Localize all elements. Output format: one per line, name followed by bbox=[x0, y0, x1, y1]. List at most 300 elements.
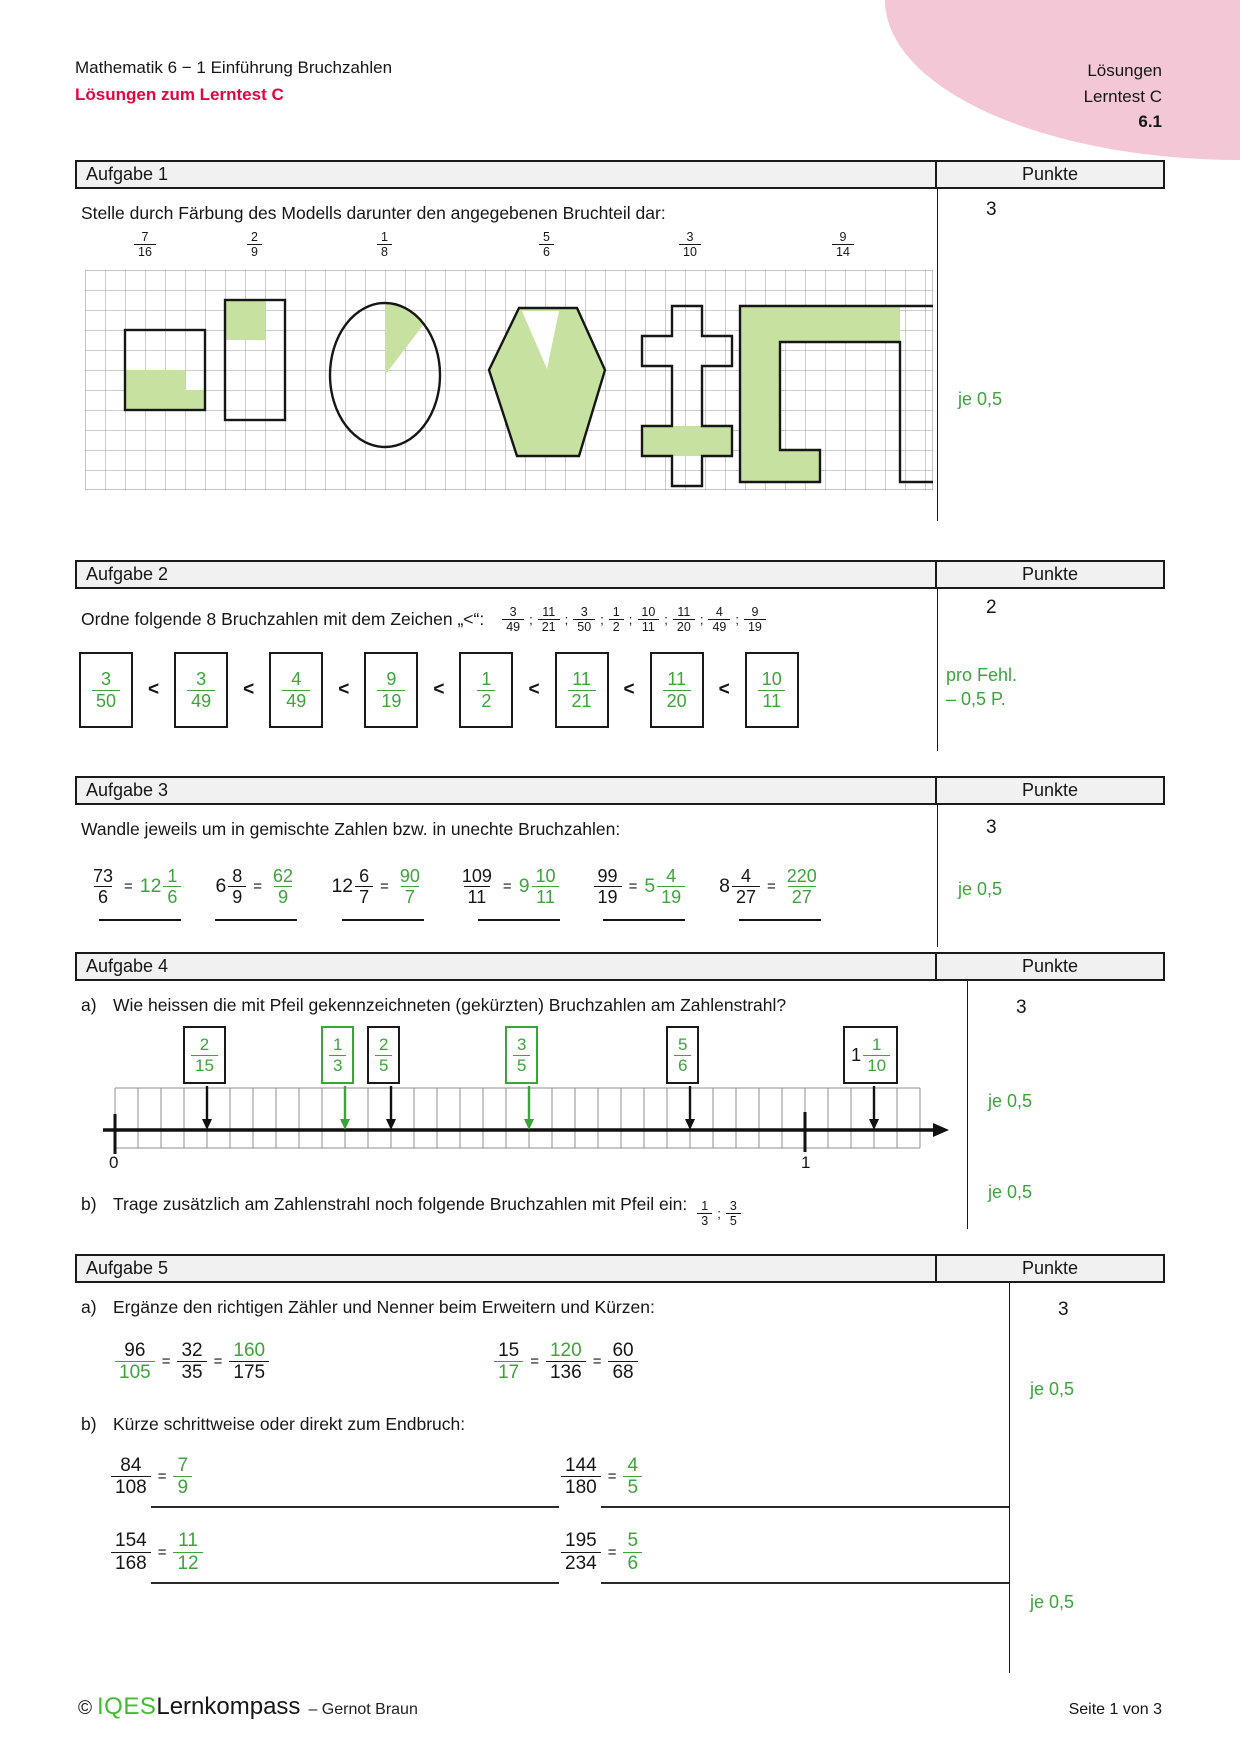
fraction-numerator: 11 bbox=[178, 1530, 198, 1552]
fraction-numerator: 10 bbox=[641, 605, 656, 619]
fraction-numerator: 1 bbox=[871, 1035, 882, 1055]
worksheet-title: Lösungen zum Lerntest C bbox=[75, 85, 284, 104]
answer-underline bbox=[601, 1506, 1009, 1508]
fraction bbox=[173, 1455, 192, 1499]
fraction-denominator: 49 bbox=[282, 690, 310, 711]
fraction-stack bbox=[396, 866, 424, 907]
page-footer bbox=[78, 1693, 1162, 1721]
fraction bbox=[637, 605, 659, 634]
course-title: Mathematik 6 − 1 Einführung Bruchzahlen bbox=[75, 58, 393, 77]
fraction-denominator: 19 bbox=[377, 690, 405, 711]
task-4b-fractions bbox=[697, 1199, 741, 1228]
numberline-figure bbox=[87, 1026, 967, 1186]
fraction-denominator: 8 bbox=[377, 244, 392, 259]
fraction bbox=[568, 669, 596, 710]
header-right-line1: Lösungen bbox=[1087, 61, 1162, 80]
fraction bbox=[608, 1340, 637, 1384]
fraction-denominator: 11 bbox=[464, 886, 491, 907]
fraction-numerator: 1 bbox=[167, 866, 178, 886]
fraction-stack bbox=[247, 230, 262, 259]
fraction-numerator: 2 bbox=[379, 1035, 389, 1055]
conversion-equation bbox=[458, 866, 560, 907]
fraction-stack bbox=[538, 605, 560, 634]
fraction bbox=[758, 669, 786, 710]
fraction-denominator: 20 bbox=[663, 690, 691, 711]
fraction-stack bbox=[673, 605, 695, 634]
expand-reduce-chain bbox=[494, 1340, 638, 1384]
task-3-points-column bbox=[937, 805, 1165, 947]
fraction-stack bbox=[546, 1340, 586, 1384]
answer-fraction-box bbox=[174, 652, 228, 728]
fraction-denominator: 49 bbox=[502, 619, 524, 634]
fraction-denominator: 27 bbox=[732, 886, 760, 907]
fraction-stack bbox=[561, 1455, 601, 1499]
fraction-whole: 5 bbox=[644, 875, 656, 898]
fraction-numerator: 62 bbox=[273, 866, 294, 886]
conversion-equation bbox=[719, 866, 821, 907]
fraction-stack bbox=[697, 1199, 712, 1228]
task-5b-per-item-points: je 0,5 bbox=[1030, 1592, 1075, 1612]
answer-fraction-box bbox=[650, 652, 704, 728]
task-4-header bbox=[75, 952, 1165, 981]
fraction-stack bbox=[539, 230, 554, 259]
fraction-denominator: 12 bbox=[173, 1552, 202, 1574]
fraction-stack bbox=[377, 230, 392, 259]
fraction-whole: 12 bbox=[331, 875, 354, 898]
equals-sign: = bbox=[124, 878, 133, 896]
reduce-item bbox=[111, 1530, 561, 1584]
reduce-item bbox=[561, 1455, 1009, 1509]
fraction-stack bbox=[134, 230, 156, 259]
fraction bbox=[538, 605, 560, 634]
fraction-numerator: 5 bbox=[543, 230, 550, 244]
fraction bbox=[594, 866, 622, 907]
fraction bbox=[375, 1035, 392, 1074]
task-2-penalty-note bbox=[946, 663, 1165, 712]
fraction-denominator: 9 bbox=[173, 1476, 192, 1498]
fraction-numerator: 6 bbox=[359, 866, 370, 886]
fraction-denominator: 6 bbox=[94, 886, 112, 907]
fraction-stack bbox=[173, 1455, 192, 1499]
fraction-stack bbox=[513, 1035, 530, 1074]
fraction-denominator: 15 bbox=[191, 1055, 218, 1075]
fraction-denominator: 108 bbox=[111, 1476, 151, 1498]
answer-fraction-box bbox=[745, 652, 799, 728]
fraction bbox=[229, 1340, 269, 1384]
answer-underline bbox=[99, 919, 181, 921]
punkte-column-header: Punkte bbox=[935, 954, 1163, 979]
punkte-column-header: Punkte bbox=[935, 562, 1163, 587]
task-5b-items bbox=[111, 1455, 1009, 1585]
numberline-fraction-box bbox=[183, 1026, 226, 1084]
fraction-numerator: 7 bbox=[141, 230, 149, 244]
fraction-denominator: 6 bbox=[539, 244, 554, 259]
fraction-stack bbox=[329, 1035, 346, 1074]
fraction-denominator: 49 bbox=[187, 690, 215, 711]
fraction-denominator: 7 bbox=[355, 886, 373, 907]
semicolon-separator: ; bbox=[564, 612, 569, 627]
fraction bbox=[851, 1035, 890, 1074]
fraction-denominator: 11 bbox=[532, 886, 559, 907]
fraction-numerator: 11 bbox=[542, 605, 556, 619]
fraction-models-figure bbox=[85, 230, 933, 490]
task-3-per-item-points: je 0,5 bbox=[958, 879, 1003, 899]
task-3-instruction: Wandle jeweils um in gemischte Zahlen bzw. in unechte Bruchzahlen: bbox=[81, 819, 621, 839]
logo-iqes: IQES bbox=[97, 1693, 157, 1720]
fraction-stack bbox=[92, 669, 120, 710]
task-4b-label: b) bbox=[81, 1194, 97, 1214]
fraction-denominator: 2 bbox=[609, 619, 624, 634]
fraction-numerator: 7 bbox=[177, 1454, 189, 1476]
answer-fraction-box bbox=[555, 652, 609, 728]
fraction-denominator: 35 bbox=[177, 1361, 206, 1383]
task-4a-text: Wie heissen die mit Pfeil gekennzeichneten (gekürzten) Bruchzahlen am Zahlenstrahl? bbox=[113, 995, 787, 1015]
fraction-stack bbox=[191, 1035, 218, 1074]
task-5b-text: Kürze schrittweise oder direkt zum Endbruch: bbox=[113, 1413, 466, 1434]
task-2-header bbox=[75, 560, 1165, 589]
fraction-numerator: 9 bbox=[751, 605, 759, 619]
fraction-stack bbox=[744, 605, 766, 634]
fraction-numerator: 15 bbox=[498, 1340, 520, 1361]
fraction-stack bbox=[561, 1530, 601, 1574]
fraction-numerator: 1 bbox=[381, 230, 388, 244]
task-5 bbox=[75, 1254, 1165, 1673]
answer-underline bbox=[151, 1582, 559, 1584]
conversion-equation bbox=[215, 866, 297, 907]
task-1-points-value: 3 bbox=[986, 199, 997, 220]
fraction bbox=[177, 1340, 206, 1384]
fraction bbox=[331, 866, 373, 907]
fraction-numerator: 3 bbox=[686, 230, 694, 244]
semicolon-separator: ; bbox=[664, 612, 668, 627]
task-2-title: Aufgabe 2 bbox=[86, 564, 169, 584]
publisher-logo bbox=[78, 1693, 418, 1721]
fraction-denominator: 11 bbox=[638, 619, 659, 634]
semicolon-separator: ; bbox=[600, 612, 604, 627]
fraction-stack bbox=[663, 669, 691, 710]
model-fraction-label bbox=[247, 230, 262, 259]
fraction-stack bbox=[623, 1455, 642, 1499]
equals-sign: = bbox=[161, 1353, 171, 1371]
fraction-stack bbox=[609, 605, 624, 634]
task-3 bbox=[75, 776, 1165, 947]
fraction-denominator: 175 bbox=[229, 1361, 269, 1383]
fraction-stack bbox=[494, 1340, 523, 1384]
fraction-stack bbox=[532, 866, 560, 907]
model-fraction-label bbox=[679, 230, 701, 259]
punkte-column-header: Punkte bbox=[935, 778, 1163, 803]
fraction-whole: 8 bbox=[719, 875, 730, 898]
reduce-item bbox=[111, 1455, 561, 1509]
fraction-numerator: 2 bbox=[199, 1035, 210, 1055]
fraction-numerator: 90 bbox=[399, 866, 420, 886]
fraction bbox=[396, 866, 424, 907]
fraction-numerator: 144 bbox=[565, 1454, 597, 1476]
task-5-content bbox=[75, 1283, 1009, 1673]
fraction-whole: 6 bbox=[215, 875, 227, 898]
fraction-stack bbox=[173, 1530, 202, 1574]
fraction-stack bbox=[708, 605, 730, 634]
task-2-instruction: Ordne folgende 8 Bruchzahlen mit dem Zeichen „<“: bbox=[81, 609, 485, 629]
fraction-labels-row bbox=[85, 230, 933, 270]
fraction bbox=[673, 605, 695, 634]
conversion-item bbox=[215, 866, 297, 921]
fraction-denominator: 68 bbox=[608, 1361, 637, 1383]
task-5a-text: Ergänze den richtigen Zähler und Nenner beim Erweitern und Kürzen: bbox=[113, 1297, 655, 1317]
task-3-title: Aufgabe 3 bbox=[86, 780, 169, 800]
fraction-denominator: 3 bbox=[697, 1213, 712, 1228]
fraction bbox=[115, 1340, 155, 1384]
fraction-stack bbox=[594, 866, 622, 907]
less-than-sign: < bbox=[528, 679, 540, 700]
equals-sign: = bbox=[253, 878, 263, 896]
fraction-denominator: 6 bbox=[674, 1055, 691, 1075]
equals-sign: = bbox=[157, 1467, 167, 1485]
task-4-points-column bbox=[967, 981, 1165, 1229]
task-1-content bbox=[75, 189, 937, 521]
numberline-fraction-box bbox=[321, 1026, 354, 1084]
less-than-sign: < bbox=[148, 679, 160, 700]
fraction-numerator: 3 bbox=[100, 669, 111, 690]
fraction-denominator: 10 bbox=[679, 244, 701, 259]
fraction-stack bbox=[832, 230, 854, 259]
fraction-numerator: 9 bbox=[839, 230, 847, 244]
fraction-numerator: 9 bbox=[386, 669, 397, 690]
fraction-denominator: 5 bbox=[623, 1476, 642, 1498]
fraction-denominator: 136 bbox=[546, 1361, 586, 1383]
fraction-denominator: 6 bbox=[623, 1552, 642, 1574]
semicolon-separator: ; bbox=[529, 612, 533, 627]
fraction-denominator: 9 bbox=[228, 886, 246, 907]
fraction-numerator: 1 bbox=[333, 1035, 343, 1055]
fraction-denominator: 180 bbox=[561, 1476, 601, 1498]
task-4-content bbox=[75, 981, 967, 1229]
fraction bbox=[783, 866, 821, 907]
page-number: Seite 1 von 3 bbox=[1068, 1701, 1162, 1718]
fraction-stack bbox=[111, 1455, 151, 1499]
fraction-stack bbox=[674, 1035, 691, 1074]
equals-sign: = bbox=[628, 878, 638, 896]
task-3-conversion-items bbox=[89, 866, 937, 921]
model-fraction-label bbox=[377, 230, 392, 259]
task-3-content bbox=[75, 805, 937, 947]
fraction-denominator: 9 bbox=[274, 886, 292, 907]
fraction-numerator: 5 bbox=[627, 1530, 639, 1552]
fraction-stack bbox=[758, 669, 786, 710]
fraction bbox=[663, 669, 691, 710]
fraction bbox=[494, 1340, 523, 1384]
equals-sign: = bbox=[607, 1467, 617, 1485]
fraction bbox=[282, 669, 310, 710]
fraction-numerator: 3 bbox=[729, 1199, 737, 1213]
conversion-item bbox=[719, 866, 821, 921]
semicolon-separator: ; bbox=[699, 612, 704, 627]
task-1-points-column bbox=[937, 189, 1165, 521]
fraction bbox=[744, 605, 766, 634]
fraction-denominator: 50 bbox=[573, 619, 595, 634]
fraction-numerator: 195 bbox=[565, 1530, 597, 1552]
fraction-denominator: 20 bbox=[673, 619, 695, 634]
fraction-numerator: 109 bbox=[461, 866, 492, 886]
fraction-denominator: 3 bbox=[329, 1055, 346, 1075]
expand-reduce-chain bbox=[115, 1340, 269, 1384]
fraction-numerator: 96 bbox=[124, 1340, 146, 1361]
task-3-header bbox=[75, 776, 1165, 805]
reduce-equation bbox=[561, 1530, 1009, 1574]
fraction-models-grid bbox=[85, 270, 933, 490]
conversion-equation bbox=[331, 866, 423, 907]
task-4 bbox=[75, 952, 1165, 1229]
fraction-numerator: 3 bbox=[517, 1035, 527, 1055]
less-than-sign: < bbox=[718, 679, 730, 700]
fraction-whole: 12 bbox=[139, 875, 162, 898]
fraction-stack bbox=[783, 866, 821, 907]
less-than-sign: < bbox=[623, 679, 635, 700]
task-4a-per-item-points: je 0,5 bbox=[988, 1091, 1033, 1111]
fraction-stack bbox=[375, 1035, 392, 1074]
fraction-whole: 9 bbox=[518, 875, 530, 898]
fraction-denominator: 17 bbox=[494, 1361, 523, 1383]
task-2-given-fractions bbox=[502, 605, 766, 634]
fraction bbox=[173, 1530, 202, 1574]
fraction-denominator: 6 bbox=[163, 886, 181, 907]
fraction-denominator: 19 bbox=[657, 886, 685, 907]
fraction-numerator: 60 bbox=[612, 1340, 634, 1361]
fraction-numerator: 99 bbox=[597, 866, 618, 886]
reduce-equation bbox=[111, 1530, 561, 1574]
fraction bbox=[561, 1455, 601, 1499]
model-fraction-label bbox=[134, 230, 156, 259]
fraction-stack bbox=[355, 866, 373, 907]
numberline-zero-label: 0 bbox=[109, 1153, 119, 1172]
task-5a-per-item-points: je 0,5 bbox=[1030, 1379, 1075, 1399]
fraction-stack bbox=[732, 866, 760, 907]
fraction-numerator: 73 bbox=[93, 866, 114, 886]
fraction bbox=[573, 605, 595, 634]
fraction-denominator: 105 bbox=[115, 1361, 155, 1383]
fraction-stack bbox=[115, 1340, 155, 1384]
fraction-stack bbox=[177, 1340, 206, 1384]
answer-underline bbox=[601, 1582, 1009, 1584]
fraction-denominator: 9 bbox=[247, 244, 262, 259]
punkte-column-header: Punkte bbox=[935, 1256, 1163, 1281]
answer-fraction-box bbox=[364, 652, 418, 728]
task-2-points-column bbox=[937, 589, 1165, 751]
reduce-equation bbox=[561, 1455, 1009, 1499]
fraction-numerator: 3 bbox=[196, 669, 207, 690]
less-than-sign: < bbox=[433, 679, 445, 700]
fraction bbox=[502, 605, 524, 634]
fraction bbox=[92, 669, 120, 710]
header-right bbox=[1084, 58, 1162, 135]
fraction-denominator: 19 bbox=[744, 619, 766, 634]
fraction-stack bbox=[89, 866, 117, 907]
fraction bbox=[546, 1340, 586, 1384]
numberline-fraction-box bbox=[666, 1026, 699, 1084]
semicolon-separator: ; bbox=[628, 612, 633, 627]
penalty-line1: pro Fehl. bbox=[946, 665, 1018, 685]
fraction-stack bbox=[228, 866, 246, 907]
fraction bbox=[708, 605, 730, 634]
fraction bbox=[89, 866, 117, 907]
fraction-stack bbox=[477, 669, 495, 710]
fraction-denominator: 5 bbox=[726, 1213, 741, 1228]
fraction-numerator: 11 bbox=[667, 669, 686, 690]
task-3-points-value: 3 bbox=[986, 817, 997, 838]
task-5b-label: b) bbox=[81, 1413, 97, 1434]
fraction-denominator: 5 bbox=[375, 1055, 392, 1075]
fraction-denominator: 5 bbox=[513, 1055, 530, 1075]
fraction bbox=[726, 1199, 741, 1228]
fraction-numerator: 84 bbox=[120, 1454, 142, 1476]
numberline-one-label: 1 bbox=[801, 1153, 811, 1172]
fraction-denominator: 168 bbox=[111, 1552, 151, 1574]
fraction bbox=[644, 866, 685, 907]
answer-underline bbox=[603, 919, 685, 921]
answer-fraction-box bbox=[269, 652, 323, 728]
fraction-stack bbox=[458, 866, 496, 907]
fraction-stack bbox=[726, 1199, 741, 1228]
fraction bbox=[458, 866, 496, 907]
fraction-stack bbox=[657, 866, 685, 907]
conversion-item bbox=[89, 866, 181, 921]
fraction bbox=[719, 866, 760, 907]
fraction bbox=[187, 669, 215, 710]
fraction bbox=[513, 1035, 530, 1074]
reduce-equation bbox=[111, 1455, 561, 1499]
fraction-numerator: 1 bbox=[701, 1199, 709, 1213]
author-name: – Gernot Braun bbox=[308, 1701, 418, 1718]
fraction-denominator: 7 bbox=[401, 886, 419, 907]
fraction-stack bbox=[573, 605, 595, 634]
fraction bbox=[609, 605, 624, 634]
task-1-title: Aufgabe 1 bbox=[86, 164, 169, 184]
fraction-numerator: 160 bbox=[233, 1340, 266, 1361]
header-section-number: 6.1 bbox=[1138, 112, 1162, 131]
answer-underline bbox=[478, 919, 560, 921]
task-5-title: Aufgabe 5 bbox=[86, 1258, 169, 1278]
less-than-sign: < bbox=[338, 679, 350, 700]
equals-sign: = bbox=[213, 1353, 223, 1371]
fraction bbox=[329, 1035, 346, 1074]
fraction-stack bbox=[637, 605, 659, 634]
conversion-equation bbox=[89, 866, 181, 907]
task-5-header bbox=[75, 1254, 1165, 1283]
conversion-item bbox=[594, 866, 686, 921]
fraction bbox=[111, 1455, 151, 1499]
task-5a-label: a) bbox=[81, 1297, 97, 1317]
fraction-numerator: 3 bbox=[580, 605, 588, 619]
fraction-numerator: 1 bbox=[612, 605, 620, 619]
equals-sign: = bbox=[607, 1543, 617, 1561]
fraction-numerator: 8 bbox=[232, 866, 243, 886]
fraction-stack bbox=[863, 1035, 890, 1074]
fraction-numerator: 120 bbox=[549, 1340, 582, 1361]
header-right-line2: Lerntest C bbox=[1083, 86, 1162, 106]
fraction bbox=[561, 1530, 601, 1574]
fraction-denominator: 19 bbox=[594, 886, 622, 907]
task-2-content bbox=[75, 589, 937, 751]
task-1-header bbox=[75, 160, 1165, 189]
fraction bbox=[674, 1035, 691, 1074]
equals-sign: = bbox=[530, 1353, 539, 1371]
equals-sign: = bbox=[502, 878, 512, 896]
fraction-denominator: 10 bbox=[863, 1055, 890, 1075]
fraction-numerator: 4 bbox=[627, 1454, 639, 1476]
task-1-per-item-points: je 0,5 bbox=[958, 389, 1003, 409]
fraction-denominator: 49 bbox=[708, 619, 730, 634]
task-5-points-value: 3 bbox=[1058, 1299, 1069, 1320]
